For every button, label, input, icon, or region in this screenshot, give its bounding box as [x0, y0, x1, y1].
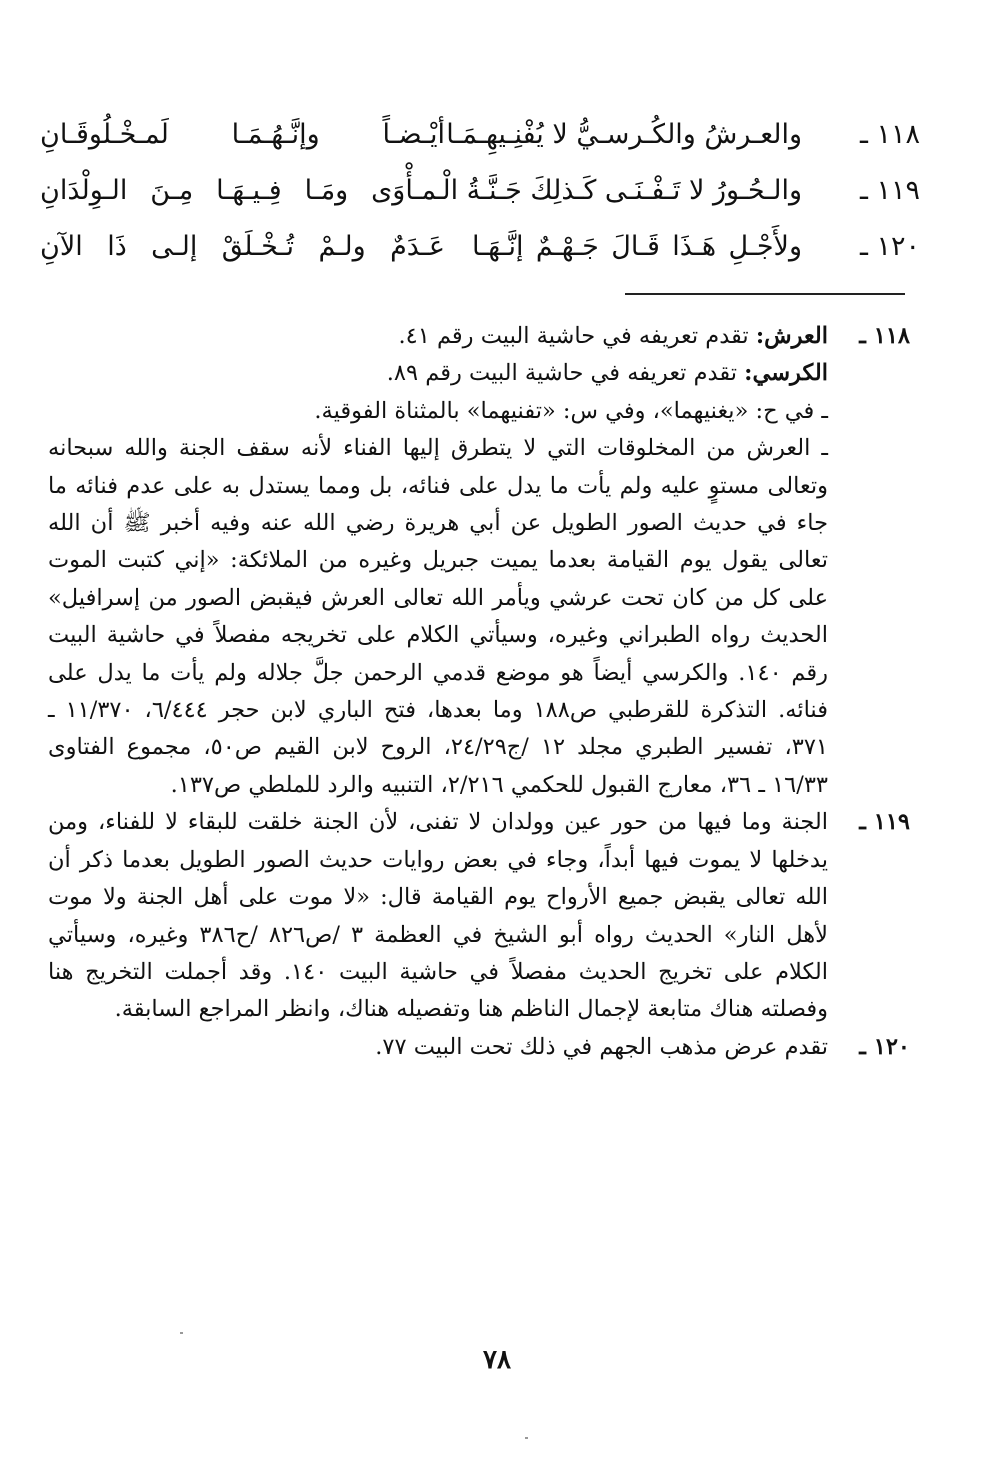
footnote-separator — [625, 293, 905, 295]
footnote — [48, 804, 910, 1028]
page-number: ٧٨ — [483, 1345, 511, 1375]
footnote-paragraph — [48, 318, 828, 355]
verse-second-hemistich: عَـدَمٌ ولـمْ تُـخْـلَقْ إلـى ذَا الآنِ — [40, 231, 445, 262]
verse-first-hemistich: ولأَجْـلِ هَـذَا قَـالَ جَـهْـمٌ إنَّـهَـا — [472, 231, 802, 262]
footnote-text: تقدم تعريفه في حاشية البيت رقم ٨٩. — [386, 360, 745, 387]
footnote-number: ١١٨ ـ — [859, 323, 910, 349]
verse-line — [40, 166, 920, 222]
footnote-text: تقدم تعريفه في حاشية البيت رقم ٤١. — [398, 323, 756, 349]
verse-first-hemistich: والـحُـورُ لا تَـفْـنَـى كَـذلِكَ جَـنَّـةُ الْـ — [434, 175, 802, 206]
footnote-paragraph — [48, 393, 828, 430]
footnote — [48, 318, 910, 804]
verse-line — [40, 222, 920, 278]
footnote-text: ـ العرش من المخلوقات التي لا يتطرق إليها الفناء لأنه سقف الجنة والله سبحانه وتعالى مستوٍ عليه ولم يأت ما يدل على فنائه، بل ومما يستدل به على عدم فنائه ما جاء في حديث الصور الطويل عن أبي هريرة رضي الله عنه وفيه أخبر ﷺ أن الله تعالى يقول يوم القيامة بعدما يميت جبريل وغيره من الملائكة: «إني كتبت الموت على كل من كان تحت عرشي ويأمر الله تعالى العرش فيقبض الصور من إسرافيل» الحديث رواه الطبراني وغيره، وسيأتي الكلام على تخريجه مفصلاً في حاشية البيت رقم ١٤٠. والكرسي أيضاً هو موضع قدمي الرحمن جلَّ جلاله ولم يأت ما يدل على فنائه. التذكرة للقرطبي ص١٨٨ وما بعدها، فتح الباري لابن حجر ٦/٤٤٤، ١١/٣٧٠ ـ ٣٧١، تفسير الطبري مجلد ١٢ /ج٢٤/٢٩، الروح لابن القيم ص٥٠، مجموع الفتاوى ١٦/٣٣ ـ ٣٦، معارج القبول للحكمي ٢/٢١٦، التنبيه والرد للملطي ص١٣٧. — [48, 435, 829, 798]
verse-number: ١١٩ ـ — [859, 175, 920, 206]
verse-second-hemistich: أيْـضـاً وإنَّـهُـمَـا لَمـخْـلُوقَـانِ — [40, 119, 445, 150]
footnote-paragraph — [48, 430, 828, 804]
verse-second-hemistich: ـمـأْوَى ومَـا فِـيـهَـا مِـنَ الـوِلْدَانِ — [40, 175, 445, 206]
scan-speck — [180, 1332, 183, 1334]
footnote-paragraph — [48, 1029, 828, 1066]
verse-number: ١١٨ ـ — [859, 119, 920, 150]
footnote-number: ١١٩ ـ — [859, 809, 910, 836]
verse-number: ١٢٠ ـ — [859, 231, 920, 262]
footnote-term: العرش: — [755, 323, 828, 349]
footnote-text: ـ في ح: «يغنيهما»، وفي س: «تفنيهما» بالمثناة الفوقية. — [314, 397, 828, 424]
scan-speck — [525, 1437, 528, 1439]
footnote-number: ١٢٠ ـ — [859, 1033, 910, 1060]
footnote-paragraph — [48, 355, 828, 392]
footnote — [48, 1029, 910, 1066]
verse-first-hemistich: والعـرشُ والكُـرسـيُّ لا يُفْنِـيهِـمَـا — [446, 119, 802, 150]
footnote-paragraph — [48, 804, 828, 1028]
footnotes-block — [48, 318, 910, 1066]
verse-line — [40, 110, 920, 166]
footnote-text: تقدم عرض مذهب الجهم في ذلك تحت البيت ٧٧. — [375, 1033, 828, 1060]
footnote-text: الجنة وما فيها من حور عين وولدان لا تفنى، لأن الجنة خلقت للبقاء لا للفناء، ومن يدخلها لا يموت فيها أبداً، وجاء في بعض روايات حديث الصور الطويل بعدما ذكر أن الله تعالى يقبض جميع الأرواح يوم القيامة قال: «لا موت على أهل الجنة ولا موت لأهل النار» الحديث رواه أبو الشيخ في العظمة ٣ /ص٨٢٦ /ح٣٨٦ وغيره، وسيأتي الكلام على تخريج الحديث مفصلاً في حاشية البيت ١٤٠. وقد أجملت التخريج هنا وفصلته هناك متابعة لإجمال الناظم هنا وتفصيله هناك، وانظر المراجع السابقة. — [48, 809, 828, 1023]
verses-block — [40, 110, 920, 278]
footnote-term: الكرسي: — [744, 360, 828, 387]
